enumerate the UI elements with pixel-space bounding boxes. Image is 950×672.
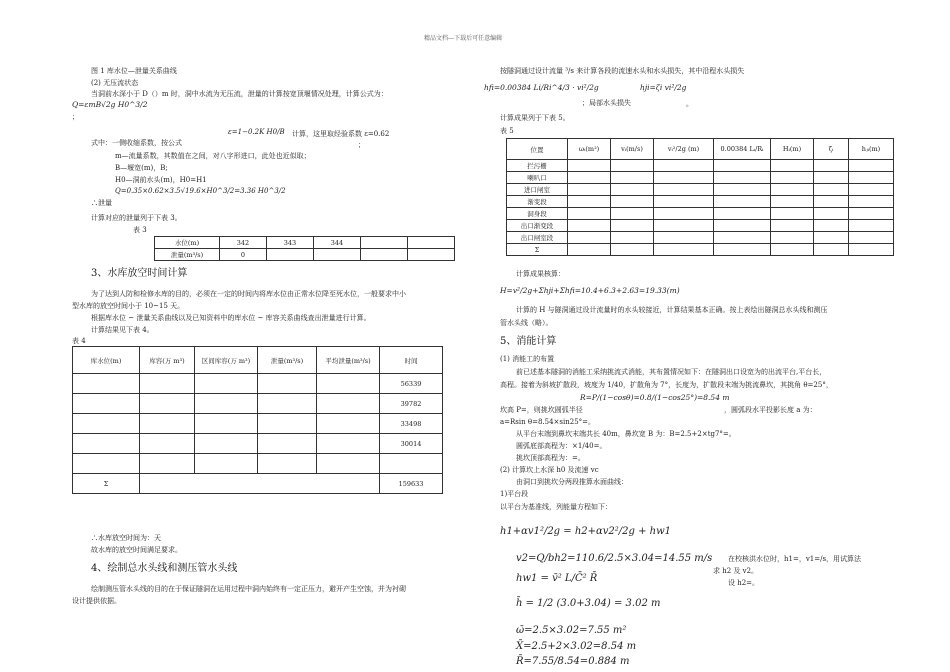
table-header: vᵢ²/2g (m): [654, 139, 714, 160]
table-row: [73, 454, 443, 474]
table-cell: 56339: [380, 374, 443, 394]
table-row: [507, 184, 894, 196]
formula-mean-depth: h̄ = 1/2 (3.0+3.04) = 3.02 m: [516, 598, 661, 609]
table-cell: Σ: [507, 244, 568, 256]
table-cell: [267, 249, 314, 261]
paragraph: 设计提供依据。: [72, 597, 121, 605]
table-3: [154, 236, 455, 261]
table-cell: 水位(m): [155, 237, 220, 249]
paragraph: ∴泄量: [91, 199, 112, 207]
table-cell: 出口渐变段: [507, 220, 568, 232]
table-cell: 泄量(m³/s): [155, 249, 220, 261]
punct: ；: [72, 113, 79, 121]
paragraph: 为了达到人防和检修水库的目的，必须在一定的时间内将库水位由正常水位降至死水位，一般要求中小: [91, 290, 406, 298]
paragraph: 计算对应的泄量列于下表 3。: [91, 214, 182, 222]
table-cell: 喇叭口: [507, 172, 568, 184]
side-note: 求 h2 及 v2。: [713, 567, 759, 575]
formula-epsilon: ε=1−0.2K H0/B: [228, 128, 285, 136]
formula-local-loss: hji=ζi vi²/2g: [640, 83, 687, 92]
table-row: [73, 394, 443, 414]
table-cell: 拦污栅: [507, 160, 568, 172]
paragraph: 计算结果见下表 4。: [91, 326, 154, 334]
paragraph: 绘制测压管水头线的目的在于保证隧洞在运用过程中洞内始终有一定正压力，避开产生空蚀，并为衬砌: [91, 585, 406, 593]
formula-radius: R=P/(1−cosθ)=0.8/(1−cos25°)=8.54 m: [580, 393, 730, 402]
table-caption: 表 5: [500, 127, 514, 135]
table-row: [507, 160, 894, 172]
paragraph: 根据库水位 ~ 泄量关系曲线以及已知资料中的库水位 ~ 库容关系曲线查出泄量进行计算。: [91, 314, 371, 322]
table-row: [507, 220, 894, 232]
table-row: [73, 374, 443, 394]
where-label: 式中：一侧收缩系数，按公式: [91, 139, 182, 147]
paragraph: 管水头线（略）。: [500, 319, 553, 327]
table-cell: 0: [220, 249, 267, 261]
table-cell: 洞身段: [507, 208, 568, 220]
table-row: [507, 196, 894, 208]
paragraph: 挑坎顶部高程为：=。: [516, 454, 585, 462]
paragraph: 由洞口到挑坎分两段推算水面曲线：: [516, 478, 628, 486]
table-row: [507, 172, 894, 184]
table-header: 区间库容(万 m³): [195, 347, 258, 374]
table-caption: 表 3: [133, 226, 147, 234]
table-header: 库水位(m): [73, 347, 140, 374]
formula-energy: h1+αv1²/2g = h2+αv2²/2g + hw1: [500, 526, 672, 537]
table-header: hⱼᵢ(m): [849, 139, 894, 160]
formula-velocity: v2=Q/bh2=110.6/2.5×3.04=14.55 m/s: [516, 553, 713, 564]
var-desc: B—堰宽(m)，B;: [115, 164, 168, 172]
formula-hydraulic-radius: R̄=7.55/8.54=0.884 m: [516, 656, 630, 667]
table-header: 0.00384 Lᵢ/Rᵢ: [714, 139, 771, 160]
table-cell: [361, 237, 408, 249]
subsection: (2) 计算坎上水深 h0 及流速 vc: [500, 466, 599, 474]
paragraph: ∴水库放空时间为：天: [91, 534, 161, 542]
formula-calc: Q=0.35×0.62×3.5√19.6×H0^3/2=3.36 H0^3/2: [115, 187, 286, 195]
formula-mean-area: ω̄=2.5×3.02=7.55 m²: [516, 625, 627, 636]
paragraph: 型水库的放空时间小于 10~15 天。: [72, 302, 185, 310]
table-5: [506, 138, 894, 256]
table-cell: 出口闸室段: [507, 232, 568, 244]
table-header: ωᵢ(m²): [568, 139, 611, 160]
paragraph: 坎高 P=，则挑坎圆弧半径: [500, 406, 583, 414]
paragraph: ，圆弧段水平投影长度 a 为：: [724, 406, 817, 414]
table-cell: [408, 237, 455, 249]
section-title: 5、消能计算: [500, 336, 557, 347]
table-row: [73, 474, 443, 494]
table-header: vᵢ(m/s): [611, 139, 654, 160]
table-row: [507, 208, 894, 220]
table-row: [507, 244, 894, 256]
paragraph: 计算成果核算：: [516, 270, 565, 278]
formula-friction-loss: hfi=0.00384 Li/Ri^4/3 · vi²/2g: [484, 83, 599, 92]
table-caption: 表 4: [72, 337, 86, 345]
paragraph: 计算的 H 与隧洞通过设计流量时的水头较接近，计算结果基本正确。按上表绘出隧洞总水头线和测压: [516, 306, 828, 314]
paragraph: 从平台末端到鼻坎末端共长 40m，鼻坎宽 B 为：B=2.5+2×tg7°=。: [516, 430, 736, 438]
var-desc: H0—洞前水头(m)，H0=H1: [115, 176, 207, 184]
table-cell: 30014: [380, 434, 443, 454]
table-cell: 159633: [380, 474, 443, 494]
formula-headloss: hw1 = v̄² L/C̄² R̄: [516, 573, 598, 584]
table-4: [72, 346, 443, 494]
table-header: 时间: [380, 347, 443, 374]
table-header: Hᵢ(m): [771, 139, 814, 160]
paragraph: ；局部水头损失: [582, 99, 631, 107]
table-header: 库容(万 m³): [140, 347, 195, 374]
side-note: 设 h2=。: [728, 579, 760, 587]
table-header: ζᵢ: [814, 139, 849, 160]
table-row: [73, 434, 443, 454]
formula-discharge: Q=εmB√2g H0^3/2: [72, 100, 148, 109]
paragraph: 以平台为基准线，列能量方程如下：: [500, 503, 612, 511]
section-title: 3、水库放空时间计算: [91, 268, 188, 279]
table-cell: 33498: [380, 414, 443, 434]
punct: ；: [358, 141, 365, 149]
paragraph: 当洞前水深小于 D（）m 时，洞中水流为无压流，泄量的计算按宽顶堰情况处理，计算公式为：: [91, 90, 388, 98]
punct: 。: [686, 100, 693, 108]
formula-note: 计算，这里取经验系数 ε=0.62: [292, 130, 390, 138]
table-cell: 39782: [380, 394, 443, 414]
paragraph: 圆弧底部高程为：×1/40=。: [516, 442, 607, 450]
paragraph: 计算成果列于下表 5。: [500, 114, 570, 122]
page-header: 精品文档---下载后可任意编辑: [424, 35, 503, 42]
table-cell: 344: [314, 237, 361, 249]
paragraph: 故水库的放空时间满足要求。: [91, 546, 182, 554]
table-header: 位置: [507, 139, 568, 160]
var-desc: m—流量系数，其数值在之间，对八字形进口，此处也近似取；: [115, 152, 311, 160]
section-heading: (2) 无压流状态: [91, 79, 139, 87]
table-cell: 342: [220, 237, 267, 249]
subsection: (1) 消能工的布置: [500, 355, 555, 363]
paragraph: 按隧洞通过设计流量 ³/s 来计算各段的流速水头和水头损失，其中沿程水头损失: [500, 67, 745, 75]
table-header: 平均泄量(m³/s): [317, 347, 380, 374]
table-header: 泄量(m³/s): [258, 347, 317, 374]
table-row: [507, 232, 894, 244]
table-cell: 343: [267, 237, 314, 249]
table-cell: 渐变段: [507, 196, 568, 208]
formula-wetted-perimeter: X̄=2.5+2×3.02=8.54 m: [516, 641, 637, 652]
paragraph: 1)平台段: [500, 490, 529, 498]
table-cell: [408, 249, 455, 261]
table-cell-sigma: Σ: [73, 474, 140, 494]
table-cell: [314, 249, 361, 261]
paragraph: 前已述基本隧洞的消能工采纳挑流式消能，其布置情况如下：在隧洞出口设宽为的出流平台,平台长，: [516, 368, 827, 376]
side-note: 在校核洪水位时，h1=，v1=/s，用试算法: [728, 555, 862, 563]
table-cell: 进口闸室: [507, 184, 568, 196]
paragraph: a=Rsin θ=8.54×sin25°=。: [500, 418, 596, 426]
paragraph: 高程。接着为斜坡扩散段，坡度为 1/40，扩散角为 7°，长度为，扩散段末端为挑流鼻坎，其挑角 θ=25°，: [500, 381, 833, 389]
figure-caption: 图 1 库水位—泄量关系曲线: [91, 67, 177, 75]
section-title: 4、绘制总水头线和测压管水头线: [91, 563, 238, 574]
table-row: [73, 414, 443, 434]
table-cell: [361, 249, 408, 261]
formula-head-check: H=v²/2g+Σhji+Σhfi=10.4+6.3+2.63=19.33(m): [500, 286, 680, 295]
